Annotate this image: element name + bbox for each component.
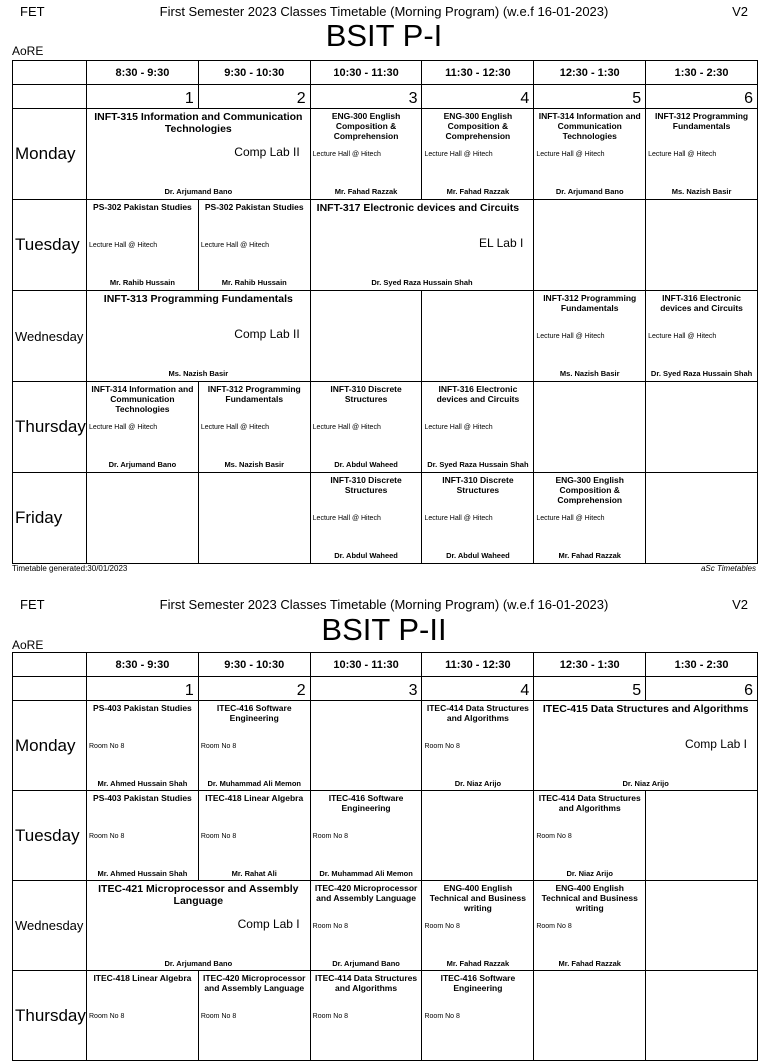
class-cell [310, 382, 422, 473]
room-label: Room No 8 [89, 743, 125, 750]
room-label: Room No 8 [200, 833, 237, 840]
teacher-name: Dr. Syed Raza Hussain Shah [427, 460, 529, 469]
time-header: 12:30 - 1:30 [534, 653, 646, 677]
timetable-subtitle: First Semester 2023 Classes Timetable (Morning Program) (w.e.f 16-01-2023) [159, 4, 609, 19]
room-label: Room No 8 [200, 1013, 237, 1020]
period-number: 5 [632, 682, 642, 699]
class-cell [534, 701, 758, 791]
room-label: Room No 8 [424, 1013, 460, 1020]
day-label: Thursday [13, 382, 87, 473]
generated-date: Timetable generated:30/01/2023 [12, 564, 128, 573]
institute-label: FET [20, 597, 45, 612]
empty-cell [534, 971, 646, 1061]
room-label: Comp Lab II [234, 327, 300, 341]
empty-cell [310, 291, 422, 382]
empty-cell [422, 791, 534, 881]
room-label: Lecture Hall @ Hitech [536, 515, 605, 522]
time-header-row [13, 61, 758, 85]
room-label: Lecture Hall @ Hitech [312, 151, 381, 158]
class-cell [422, 881, 534, 971]
room-label: Room No 8 [312, 833, 349, 840]
course-title: ENG-300 English Composition & Comprehension [331, 111, 401, 141]
course-title: ITEC-418 Linear Algebra [93, 973, 192, 983]
period-number: 4 [520, 682, 530, 699]
corner-label: AoRE [12, 638, 44, 652]
version-label: V2 [732, 597, 748, 612]
room-label: Lecture Hall @ Hitech [424, 424, 493, 431]
course-title: ENG-400 English Technical and Business writing [541, 883, 638, 913]
class-title: BSIT P-I [325, 18, 443, 53]
room-label: Room No 8 [89, 1013, 125, 1020]
period-number: 6 [744, 682, 753, 699]
course-title: ITEC-414 Data Structures and Algorithms [426, 703, 529, 723]
day-row-thursday [13, 382, 758, 473]
course-title: ENG-300 English Composition & Comprehension [555, 475, 624, 505]
day-label: Tuesday [13, 791, 87, 881]
timetable-page-2 [0, 594, 768, 1024]
course-title: INFT-310 Discrete Structures [442, 475, 514, 495]
teacher-name: Dr. Arjumand Bano [164, 187, 233, 196]
class-title: BSIT P-II [321, 612, 447, 647]
time-header: 8:30 - 9:30 [87, 653, 199, 677]
day-label: Monday [13, 701, 87, 791]
period-number: 1 [184, 90, 194, 107]
course-title: ENG-300 English Composition & Comprehension [443, 111, 513, 141]
class-cell [198, 791, 310, 881]
class-cell [310, 109, 422, 200]
teacher-name: Mr. Ahmed Hussain Shah [97, 869, 188, 878]
day-row-wednesday [13, 291, 758, 382]
timetable-grid [12, 60, 758, 564]
course-title: INFT-312 Programming Fundamentals [543, 293, 637, 313]
teacher-name: Mr. Fahad Razzak [558, 551, 621, 560]
corner-cell [13, 61, 87, 85]
class-cell [198, 200, 310, 291]
course-title: ITEC-416 Software Engineering [216, 703, 292, 723]
course-title: ITEC-414 Data Structures and Algorithms [315, 973, 418, 993]
room-label: Room No 8 [89, 833, 125, 840]
room-label: Room No 8 [312, 1013, 349, 1020]
corner-cell [13, 653, 87, 677]
room-label: Lecture Hall @ Hitech [648, 333, 717, 340]
class-cell [534, 291, 646, 382]
period-number: 2 [296, 682, 306, 699]
course-title: ITEC-416 Software Engineering [440, 973, 516, 993]
day-label: Tuesday [13, 200, 87, 291]
teacher-name: Mr. Rahat Ali [231, 869, 277, 878]
teacher-name: Ms. Nazish Basir [224, 460, 285, 469]
course-title: ITEC-418 Linear Algebra [205, 793, 304, 803]
course-title: ITEC-420 Microprocessor and Assembly Language [202, 973, 306, 993]
teacher-name: Mr. Ahmed Hussain Shah [97, 779, 188, 788]
class-cell [198, 971, 310, 1061]
course-title: ITEC-420 Microprocessor and Assembly Language [314, 883, 418, 903]
teacher-name: Dr. Muhammad Ali Memon [207, 779, 301, 788]
empty-cell [646, 881, 758, 971]
class-cell [310, 473, 422, 564]
class-cell [534, 473, 646, 564]
course-title: PS-302 Pakistan Studies [204, 202, 304, 212]
course-title: INFT-316 Electronic devices and Circuits [436, 384, 520, 404]
room-label: Lecture Hall @ Hitech [89, 424, 158, 431]
class-cell [534, 881, 646, 971]
time-header: 11:30 - 12:30 [422, 653, 534, 677]
day-label: Friday [13, 473, 87, 564]
time-header: 9:30 - 10:30 [198, 653, 310, 677]
period-number: 3 [408, 90, 418, 107]
class-cell [87, 109, 311, 200]
teacher-name: Dr. Arjumand Bano [164, 959, 233, 968]
empty-cell [534, 382, 646, 473]
empty-cell [422, 291, 534, 382]
course-title: PS-403 Pakistan Studies [93, 793, 192, 803]
room-label: Room No 8 [200, 743, 237, 750]
class-cell [534, 109, 646, 200]
teacher-name: Dr. Abdul Waheed [334, 551, 398, 560]
course-title: INFT-314 Information and Communication Technologies [538, 111, 641, 141]
course-title: ENG-400 English Technical and Business writing [429, 883, 526, 913]
course-title: INFT-314 Information and Communication Technologies [91, 384, 194, 414]
course-title: PS-403 Pakistan Studies [93, 703, 192, 713]
time-header: 12:30 - 1:30 [534, 61, 646, 85]
institute-label: FET [20, 4, 45, 19]
class-cell [198, 701, 310, 791]
course-title: ITEC-414 Data Structures and Algorithms [538, 793, 641, 813]
room-label: Lecture Hall @ Hitech [536, 151, 605, 158]
corner-label: AoRE [12, 44, 44, 58]
period-number: 2 [296, 90, 306, 107]
period-number: 5 [632, 90, 642, 107]
time-header: 10:30 - 11:30 [310, 653, 422, 677]
course-title: PS-302 Pakistan Studies [93, 202, 192, 212]
empty-cell [646, 791, 758, 881]
room-label: Lecture Hall @ Hitech [536, 333, 605, 340]
course-title: INFT-312 Programming Fundamentals [207, 384, 301, 404]
teacher-name: Ms. Nazish Basir [671, 187, 732, 196]
class-cell [198, 382, 310, 473]
room-label: Room No 8 [424, 743, 460, 750]
day-row-monday [13, 701, 758, 791]
course-title: INFT-317 Electronic devices and Circuits [316, 202, 520, 214]
time-header: 9:30 - 10:30 [198, 61, 310, 85]
time-header: 10:30 - 11:30 [310, 61, 422, 85]
course-title: ITEC-415 Data Structures and Algorithms [542, 703, 749, 715]
day-label: Wednesday [13, 881, 87, 971]
empty-cell [87, 473, 199, 564]
period-number: 3 [408, 682, 418, 699]
teacher-name: Mr. Rahib Hussain [221, 278, 287, 287]
room-label: Room No 8 [424, 923, 460, 930]
class-cell [534, 791, 646, 881]
room-label: Lecture Hall @ Hitech [312, 424, 381, 431]
room-label: Comp Lab I [237, 917, 300, 931]
room-label: Comp Lab I [684, 737, 747, 751]
day-label: Wednesday [13, 291, 87, 382]
empty-cell [646, 382, 758, 473]
day-row-tuesday [13, 791, 758, 881]
teacher-name: Ms. Nazish Basir [168, 369, 229, 378]
class-cell [310, 881, 422, 971]
time-header: 1:30 - 2:30 [646, 61, 758, 85]
room-label: Lecture Hall @ Hitech [424, 151, 493, 158]
teacher-name: Mr. Fahad Razzak [558, 959, 621, 968]
class-cell [310, 971, 422, 1061]
day-label: Thursday [13, 971, 87, 1061]
class-cell [87, 881, 311, 971]
room-label: Room No 8 [312, 923, 349, 930]
empty-cell [534, 200, 646, 291]
course-title: INFT-310 Discrete Structures [330, 475, 402, 495]
teacher-name: Mr. Rahib Hussain [109, 278, 175, 287]
teacher-name: Mr. Fahad Razzak [446, 187, 510, 196]
room-label: Lecture Hall @ Hitech [89, 242, 158, 249]
period-number: 1 [184, 682, 194, 699]
teacher-name: Dr. Niaz Arijo [622, 779, 669, 788]
teacher-name: Dr. Niaz Arijo [566, 869, 613, 878]
day-row-tuesday [13, 200, 758, 291]
day-row-monday [13, 109, 758, 200]
room-label: Lecture Hall @ Hitech [648, 151, 717, 158]
course-title: INFT-312 Programming Fundamentals [655, 111, 749, 131]
class-cell [422, 701, 534, 791]
empty-cell [310, 701, 422, 791]
room-label: Lecture Hall @ Hitech [200, 424, 270, 431]
room-label: Comp Lab II [234, 145, 300, 159]
room-label: Lecture Hall @ Hitech [312, 515, 381, 522]
class-cell [310, 200, 534, 291]
teacher-name: Dr. Abdul Waheed [334, 460, 398, 469]
day-row-thursday [13, 971, 758, 1061]
time-header: 11:30 - 12:30 [422, 61, 534, 85]
class-cell [87, 791, 199, 881]
time-header-row [13, 653, 758, 677]
class-cell [87, 701, 199, 791]
course-title: INFT-310 Discrete Structures [330, 384, 402, 404]
class-cell [87, 291, 311, 382]
class-cell [422, 971, 534, 1061]
timetable-grid [12, 652, 758, 1061]
time-header: 8:30 - 9:30 [87, 61, 199, 85]
course-title: INFT-315 Information and Communication Technologies [94, 111, 303, 135]
day-label: Monday [13, 109, 87, 200]
class-cell [87, 382, 199, 473]
generator-credit: aSc Timetables [700, 564, 756, 573]
teacher-name: Dr. Muhammad Ali Memon [319, 869, 413, 878]
empty-cell [198, 473, 310, 564]
empty-cell [646, 200, 758, 291]
teacher-name: Dr. Syed Raza Hussain Shah [650, 369, 753, 378]
teacher-name: Dr. Arjumand Bano [332, 959, 400, 968]
room-label: Lecture Hall @ Hitech [424, 515, 493, 522]
teacher-name: Dr. Syed Raza Hussain Shah [371, 278, 473, 287]
empty-cell [646, 971, 758, 1061]
day-row-friday [13, 473, 758, 564]
room-label: EL Lab I [479, 236, 524, 250]
teacher-name: Mr. Fahad Razzak [334, 187, 398, 196]
class-cell [646, 109, 758, 200]
period-number: 4 [520, 90, 530, 107]
teacher-name: Dr. Arjumand Bano [108, 460, 177, 469]
course-title: INFT-313 Programming Fundamentals [103, 293, 293, 305]
teacher-name: Dr. Arjumand Bano [555, 187, 624, 196]
teacher-name: Mr. Fahad Razzak [446, 959, 510, 968]
teacher-name: Ms. Nazish Basir [559, 369, 620, 378]
class-cell [646, 291, 758, 382]
teacher-name: Dr. Niaz Arijo [454, 779, 502, 788]
course-title: INFT-316 Electronic devices and Circuits [660, 293, 743, 313]
period-number-row [13, 85, 758, 109]
class-cell [422, 382, 534, 473]
class-cell [422, 473, 534, 564]
version-label: V2 [732, 4, 748, 19]
teacher-name: Dr. Abdul Waheed [446, 551, 510, 560]
room-label: Lecture Hall @ Hitech [200, 242, 270, 249]
period-number-row [13, 677, 758, 701]
course-title: ITEC-421 Microprocessor and Assembly Language [98, 883, 299, 907]
class-cell [310, 791, 422, 881]
empty-cell [646, 473, 758, 564]
timetable-subtitle: First Semester 2023 Classes Timetable (Morning Program) (w.e.f 16-01-2023) [159, 597, 609, 612]
period-number: 6 [744, 90, 753, 107]
time-header: 1:30 - 2:30 [646, 653, 758, 677]
class-cell [422, 109, 534, 200]
class-cell [87, 200, 199, 291]
course-title: ITEC-416 Software Engineering [328, 793, 404, 813]
room-label: Room No 8 [536, 833, 572, 840]
class-cell [87, 971, 199, 1061]
day-row-wednesday [13, 881, 758, 971]
room-label: Room No 8 [536, 923, 572, 930]
